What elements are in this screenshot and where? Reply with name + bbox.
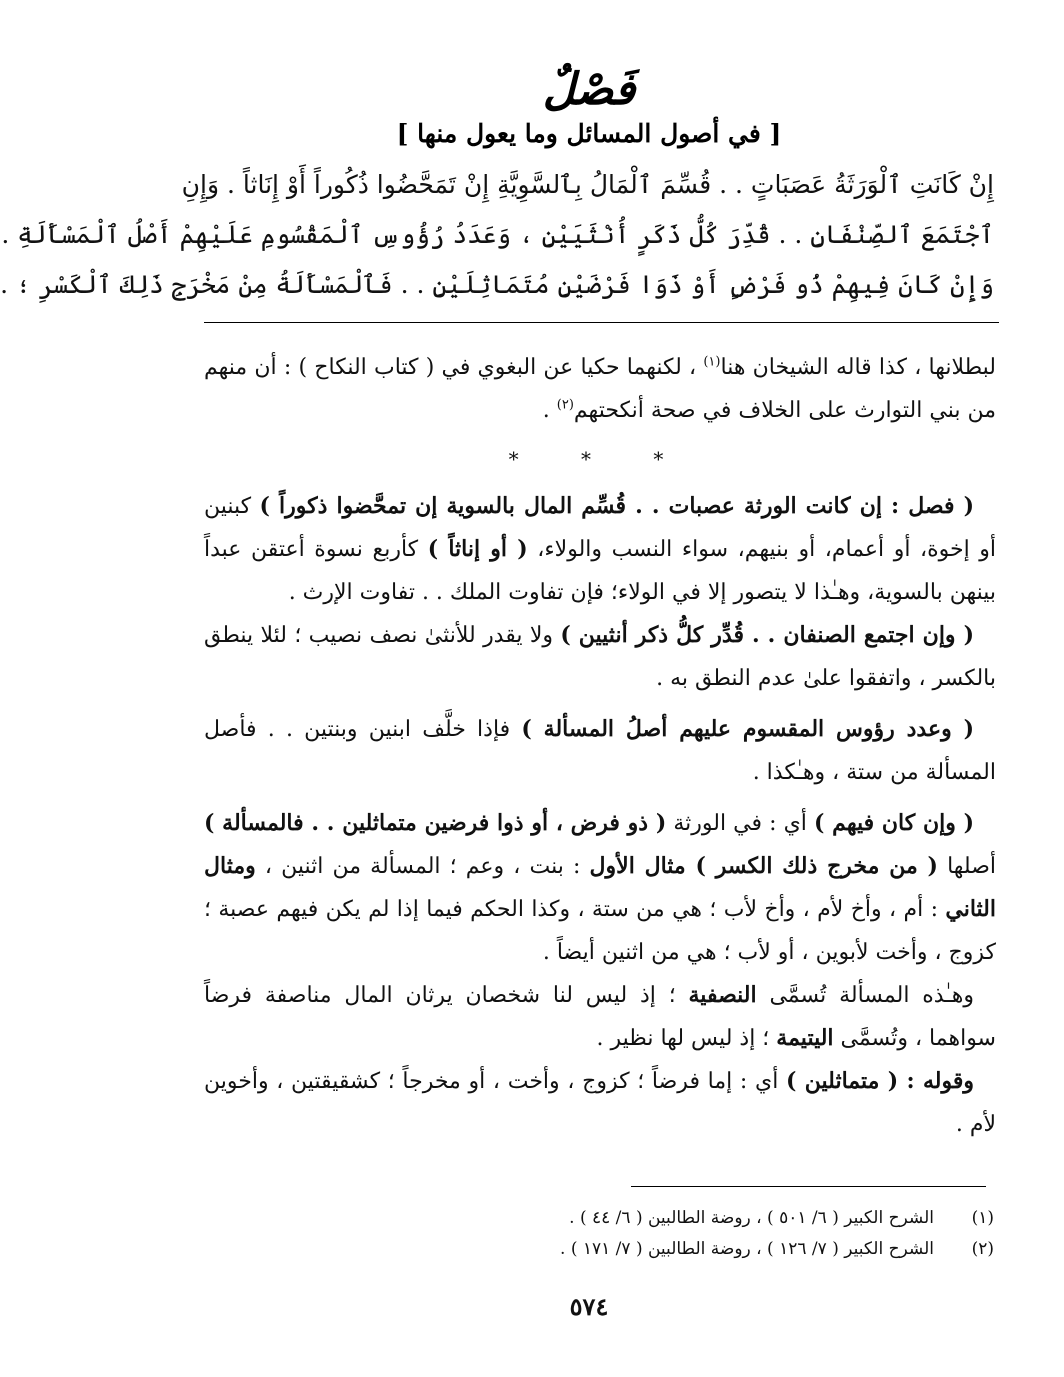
commentary-paragraph-3: ( وعدد رؤوس المقسوم عليهم أصلُ المسألة ) فإذا خلَّف ابنين وبنتين . . فأصل المسألة من ستة ، وهـٰكذا . <box>204 716 996 785</box>
footnote-separator-rule <box>631 1186 986 1187</box>
footnote-number: (١) <box>971 1208 994 1228</box>
commentary-paragraph-2: ( وإن اجتمع الصنفان . . قُدِّر كلُّ ذكر أنثيين ) ولا يقدر للأنثىٰ نصف نصيب ؛ لئلا ينطق بالكسر ، واتفقوا علىٰ عدم النطق به . <box>204 622 996 691</box>
matn-line-2: ٱجْتَمَعَ ٱلصِّنْفَانِ . . قُدِّرَ كُلُّ ذَكَرٍ أُنْثَيَيْنِ ، وَعَدَدُ رُؤُوسِ ٱلْمَقْسُومِ عَلَيْهِمْ أَصْلُ ٱلْمَسْأَلَةِ . <box>1 220 994 249</box>
footnotes <box>204 1203 994 1265</box>
commentary-paragraph-1: ( فصل : إن كانت الورثة عصبات . . قُسِّم المال بالسوية إن تمحَّضوا ذكوراً ) كبنين أو إخوة، أو أعمام، أو بنيهم، سواء النسب والولاء، ( أو إناثاً ) كأربع نسوة أعتقن عبداً بينهن بالسوية، وهـٰذا لا يتصور إلا في الولاء؛ فإن تفاوت الملك . . تفاوت الإرث . <box>204 493 996 605</box>
matn-line-1: إِنْ كَانَتِ ٱلْوَرَثَةُ عَصَبَاتٍ . . قُسِّمَ ٱلْمَالُ بِٱلسَّوِيَّةِ إِنْ تَمَحَّضُوا ذُكُوراً أَوْ إِنَاثاً . وَإِنِ <box>181 170 994 199</box>
continued-paragraph: لبطلانها ، كذا قاله الشيخان هنا$^{(١)}$ ، لكنهما حكيا عن البغوي في ( كتاب النكاح ) : أن منهم من بني التوارث على الخلاف في صحة أنكحتهم$^{(٢)}$ . <box>204 354 997 423</box>
footnote-ref-1[interactable]: (١) <box>703 354 721 370</box>
commentary-paragraph-6: وقوله : ( متماثلين ) أي : إما فرضاً ؛ كزوج ، وأخت ، أو مخرجاً ؛ كشقيقتين ، وأخوين لأم . <box>204 1068 996 1137</box>
commentary-text <box>204 346 996 1146</box>
section-heading: فَصْلٌ <box>542 64 636 115</box>
page-number: ٥٧٤ <box>569 1292 609 1321</box>
section-divider-stars: * * * <box>508 447 692 471</box>
footnote-ref-2[interactable]: (٢) <box>556 397 574 413</box>
matn-text <box>0 160 994 310</box>
commentary-paragraph-5: وهـٰذه المسألة تُسمَّى النصفية ؛ إذ ليس لنا شخصان يرثان المال مناصفة فرضاً سواهما ، وتُسمَّى اليتيمة ؛ إذ ليس لها نظير . <box>204 982 996 1051</box>
commentary-paragraph-4: ( وإن كان فيهم ) أي : في الورثة ( ذو فرض ، أو ذوا فرضين متماثلين . . فالمسألة ) أصلها ( من مخرج ذلك الكسر ) مثال الأول : بنت ، وعم ؛ المسألة من اثنين ، ومثال الثاني : أم ، وأخ لأم ، وأخ لأب ؛ هي من ستة ، وكذا الحكم فيما إذا لم يكن فيهم عصبة ؛ كزوج ، وأخت لأبوين ، أو لأب ؛ هي من اثنين أيضاً . <box>204 810 997 965</box>
footnote-number: (٢) <box>971 1239 994 1259</box>
footnote-text: الشرح الكبير ( ٦/ ٥٠١ ) ، روضة الطالبين ( ٦/ ٤٤ ) . <box>569 1208 934 1228</box>
footnote-item <box>204 1234 994 1265</box>
footnote-text: الشرح الكبير ( ٧/ ١٢٦ ) ، روضة الطالبين ( ٧/ ١٧١ ) . <box>560 1239 934 1259</box>
matn-line-3: وَإِنْ كَانَ فِيهِمْ ذُو فَرْضٍ أَوْ ذَوَا فَرْضَيْنِ مُتَمَاثِلَيْنِ . . فَٱلْمَسْأَلَةُ مِنْ مَخْرَجِ ذَلِكَ ٱلْكَسْرِ ؛ . <box>0 270 994 299</box>
matn-separator-rule <box>204 322 999 323</box>
section-subheading: [ في أصول المسائل وما يعول منها ] <box>396 119 782 148</box>
footnote-item <box>204 1203 994 1234</box>
